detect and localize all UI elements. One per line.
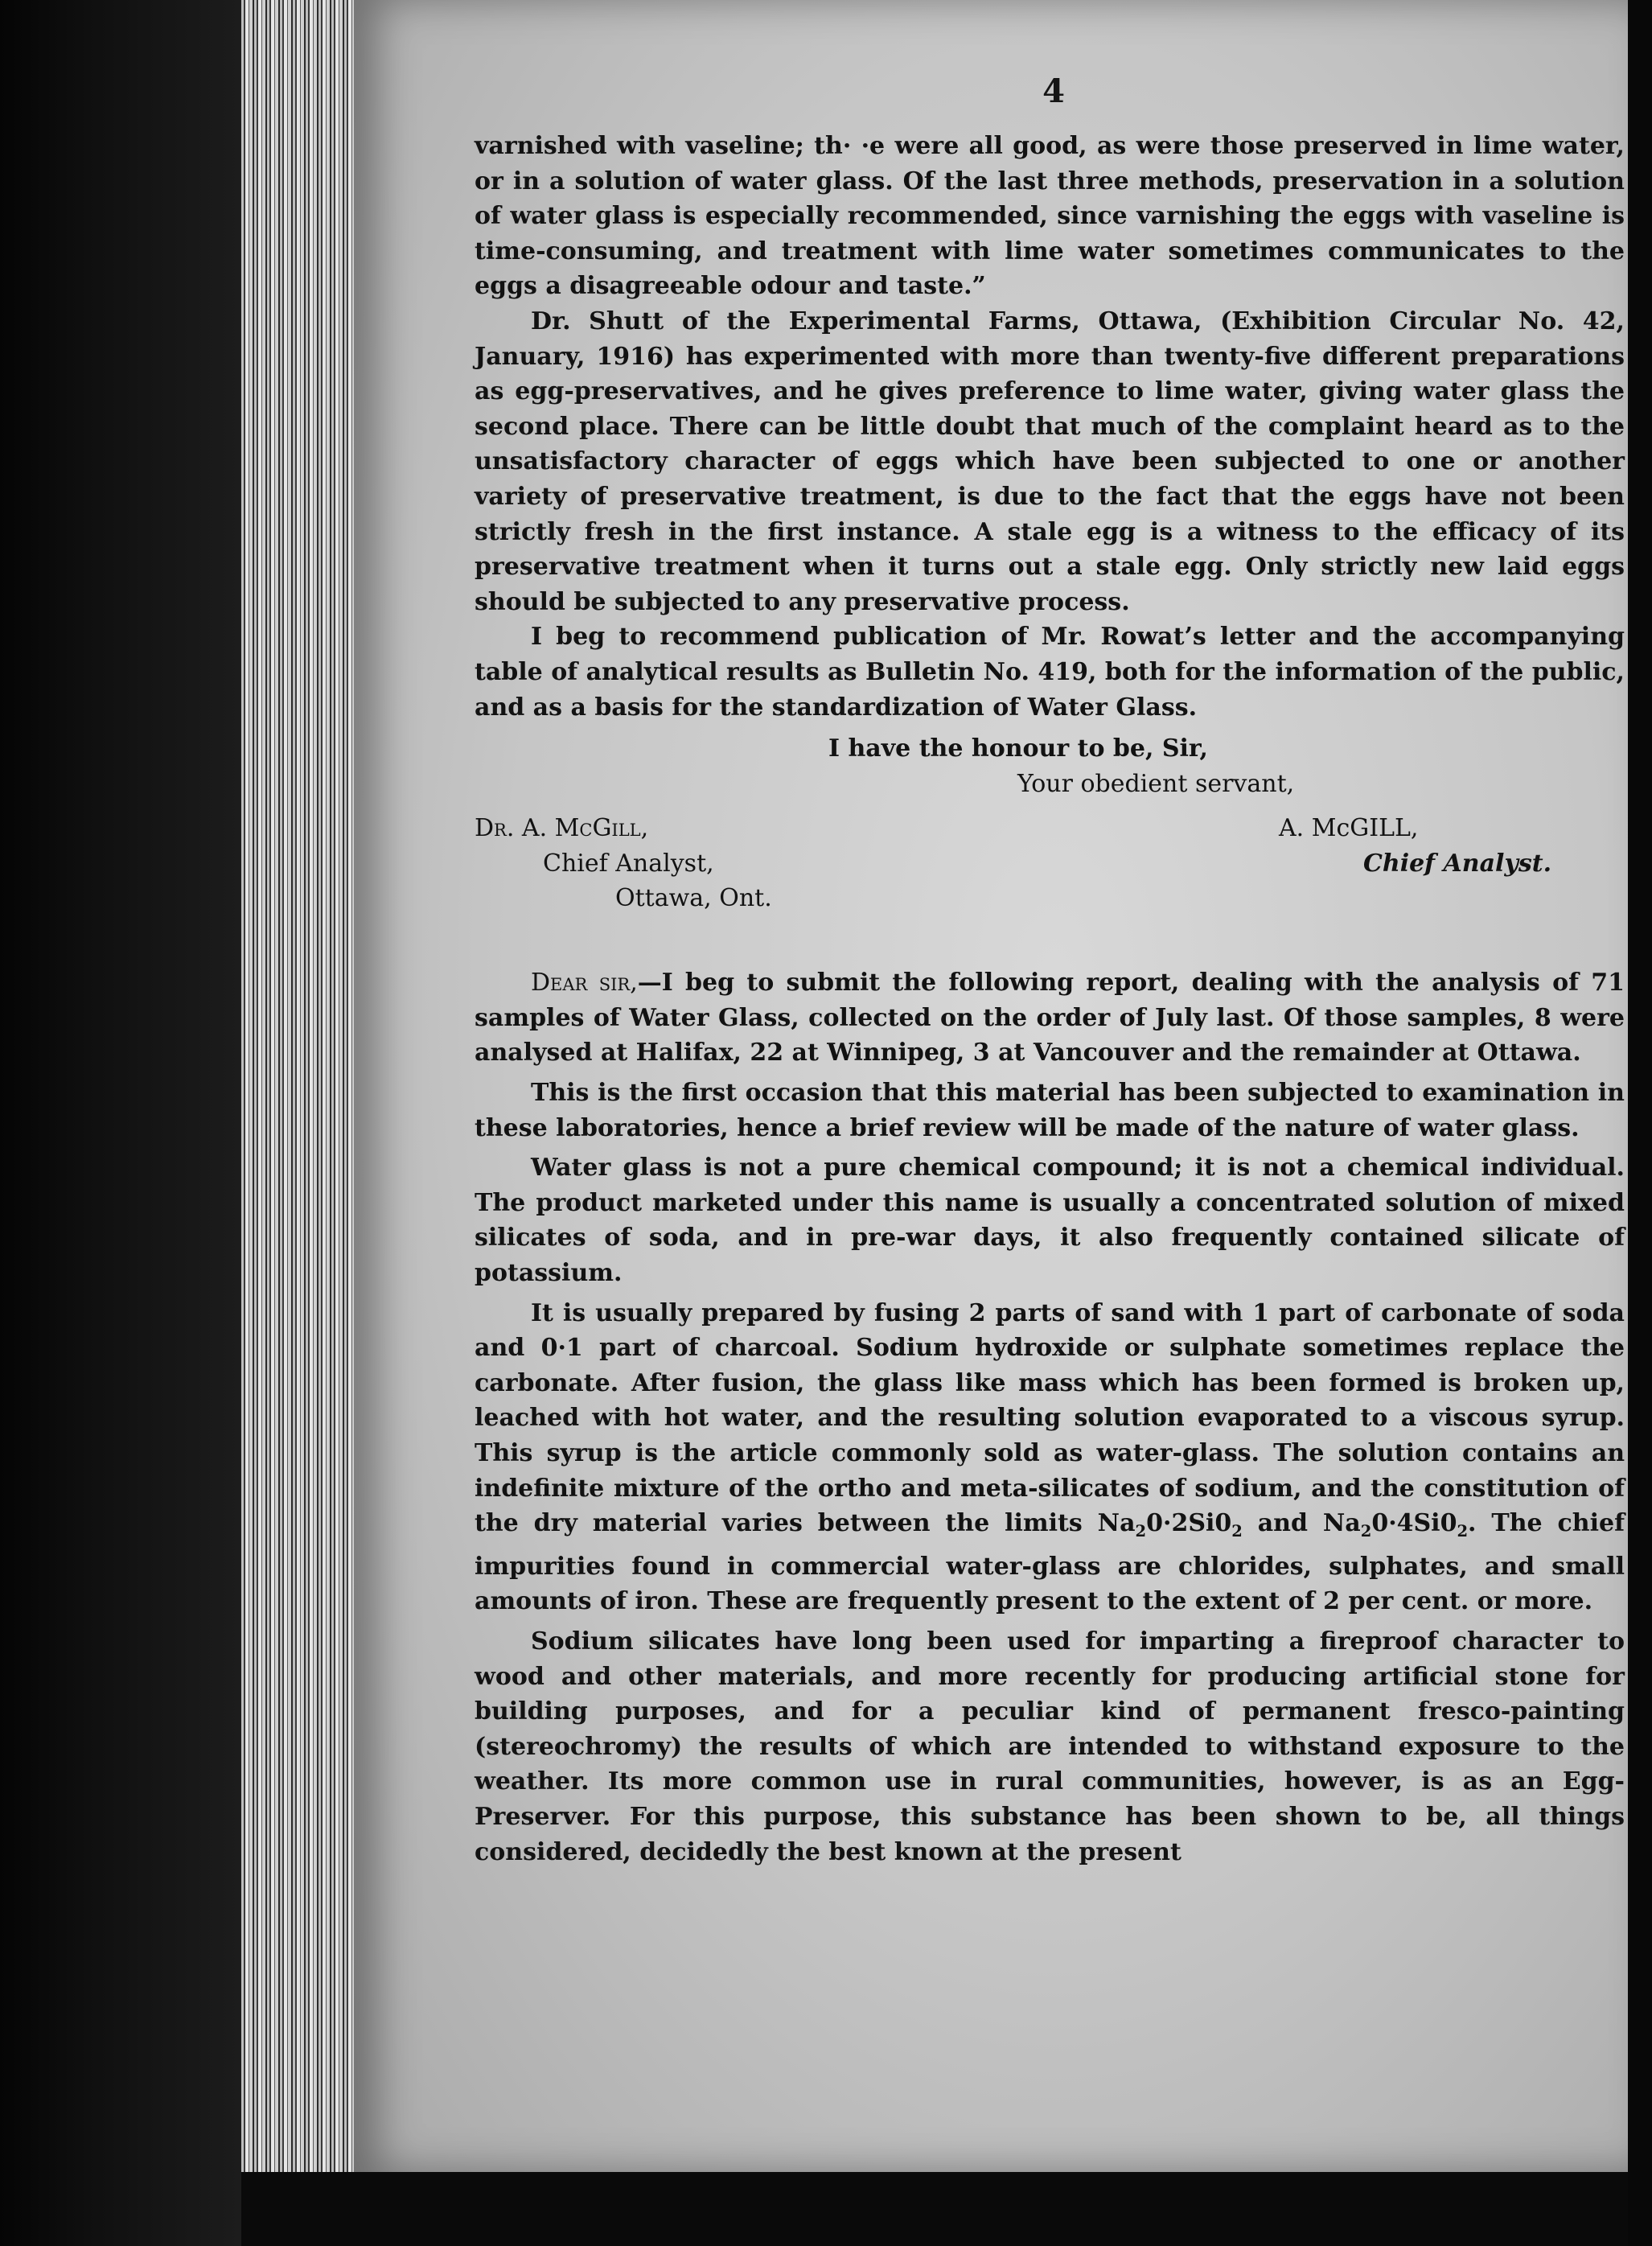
preparation-text-a: It is usually prepared by fusing 2 parts of sand with 1 part of carbonate of soda and 0·1 part of charcoal. Sodium hydroxide or sulphate sometimes replace the carbonate. After fusion, the glass like mass which has been formed is broken up, leached with hot water, and the resulting solution evaporated to a viscous syrup. This syrup is the article commonly sold as water-glass. The solution contains an indefinite mixture of the ortho and meta-silicates of sodium, and the constitution of the dry material varies between the limits Na [475, 1298, 1625, 1538]
addressee-title: Chief Analyst, [543, 849, 714, 878]
formula-subscript: 2 [1231, 1522, 1243, 1541]
preparation-text-e: . The chief impurities found in commercial water-glass are chlorides, sulphates, and small amounts of iron. These are frequently present to the extent of 2 per cent. or more. [475, 1509, 1625, 1616]
preparation-paragraph [475, 1296, 1625, 1619]
address-and-signature [475, 811, 1625, 932]
signatory-name: A. McGILL, [1279, 814, 1419, 843]
uses-paragraph: Sodium silicates have long been used for imparting a fireproof character to wood and other materials, and more recently for producing artificial stone for building purposes, and for a peculiar kind of permanent fresco-painting (stereochromy) the results of which are intended to withstand exposure to the weather. Its more common use in rural communities, however, is as an Egg-Preserver. For this purpose, this substance has been shown to be, all things considered, decidedly the best known at the present [475, 1627, 1625, 1866]
page-body-text [475, 129, 1625, 1870]
page-number: 4 [1042, 72, 1065, 110]
shutt-experiment-paragraph: Dr. Shutt of the Experimental Farms, Ottawa, (Exhibition Circular No. 42, January, 1916) has experimented with more than twenty-five different preparations as egg-preservatives, and he gives preference to lime water, giving water glass the second place. There can be little doubt that much of the complaint heard as to the unsatisfactory character of eggs which have been subjected to one or another variety of preservative treatment, is due to the fact that the eggs have not been strictly fresh in the first instance. A stale egg is a witness to the efficacy of its preservative treatment when it turns out a stale egg. Only strictly new laid eggs should be subjected to any preservative process. [475, 306, 1625, 616]
letter-opening-text: —I beg to submit the following report, dealing with the analysis of 71 samples of Water Glass, collected on the order of July last. Of those samples, 8 were analysed at Halifax, 22 at Winnipeg, 3 at Vancouver and the remainder at Ottawa. [475, 969, 1625, 1067]
closing-servant-line: Your obedient servant, [1017, 769, 1295, 798]
formula-subscript: 2 [1457, 1522, 1469, 1541]
preparation-text-b: 0·2Si0 [1146, 1509, 1232, 1538]
addressee-block [475, 811, 772, 916]
formula-subscript: 2 [1360, 1522, 1372, 1541]
addressee-name: Dr. A. McGill, [475, 814, 649, 843]
first-occasion-paragraph: This is the first occasion that this material has been subjected to examination in these laboratories, hence a brief review will be made of the nature of water glass. [475, 1079, 1625, 1142]
preparation-text-d: 0·4Si0 [1371, 1509, 1457, 1538]
quote-continuation-paragraph: varnished with vaseline; th· ·e were all good, as were those preserved in lime water, or in a solution of water glass. Of the last three methods, preservation in a solution of water glass is especially recommended, since varnishing the eggs with vaseline is time-consuming, and treatment with lime water sometimes communicates to the eggs a disagreeable odour and taste.” [475, 132, 1625, 301]
letter-opening-paragraph [475, 965, 1625, 1071]
water-glass-definition-paragraph: Water glass is not a pure chemical compound; it is not a chemical individual. The product marketed under this name is usually a concentrated solution of mixed silicates of soda, and in pre-war days, it also frequently contained silicate of potassium. [475, 1154, 1625, 1288]
salutation: Dear sir, [531, 969, 638, 998]
recommendation-paragraph: I beg to recommend publication of Mr. Rowat’s letter and the accompanying table of analytical results as Bulletin No. 419, both for the information of the public, and as a basis for the standardization of Water Glass. [475, 623, 1625, 722]
signature-block [1279, 811, 1551, 881]
signatory-title: Chief Analyst. [1363, 849, 1552, 878]
scan-right-border [1628, 0, 1652, 2246]
scan-left-border [0, 0, 241, 2246]
book-page-edges [241, 0, 354, 2172]
scan-bottom-border [241, 2172, 1628, 2246]
preparation-text-c: and Na [1242, 1509, 1361, 1538]
closing-line: I have the honour to be, Sir, [828, 734, 1208, 763]
formula-subscript: 2 [1135, 1522, 1147, 1541]
addressee-city: Ottawa, Ont. [615, 884, 772, 913]
